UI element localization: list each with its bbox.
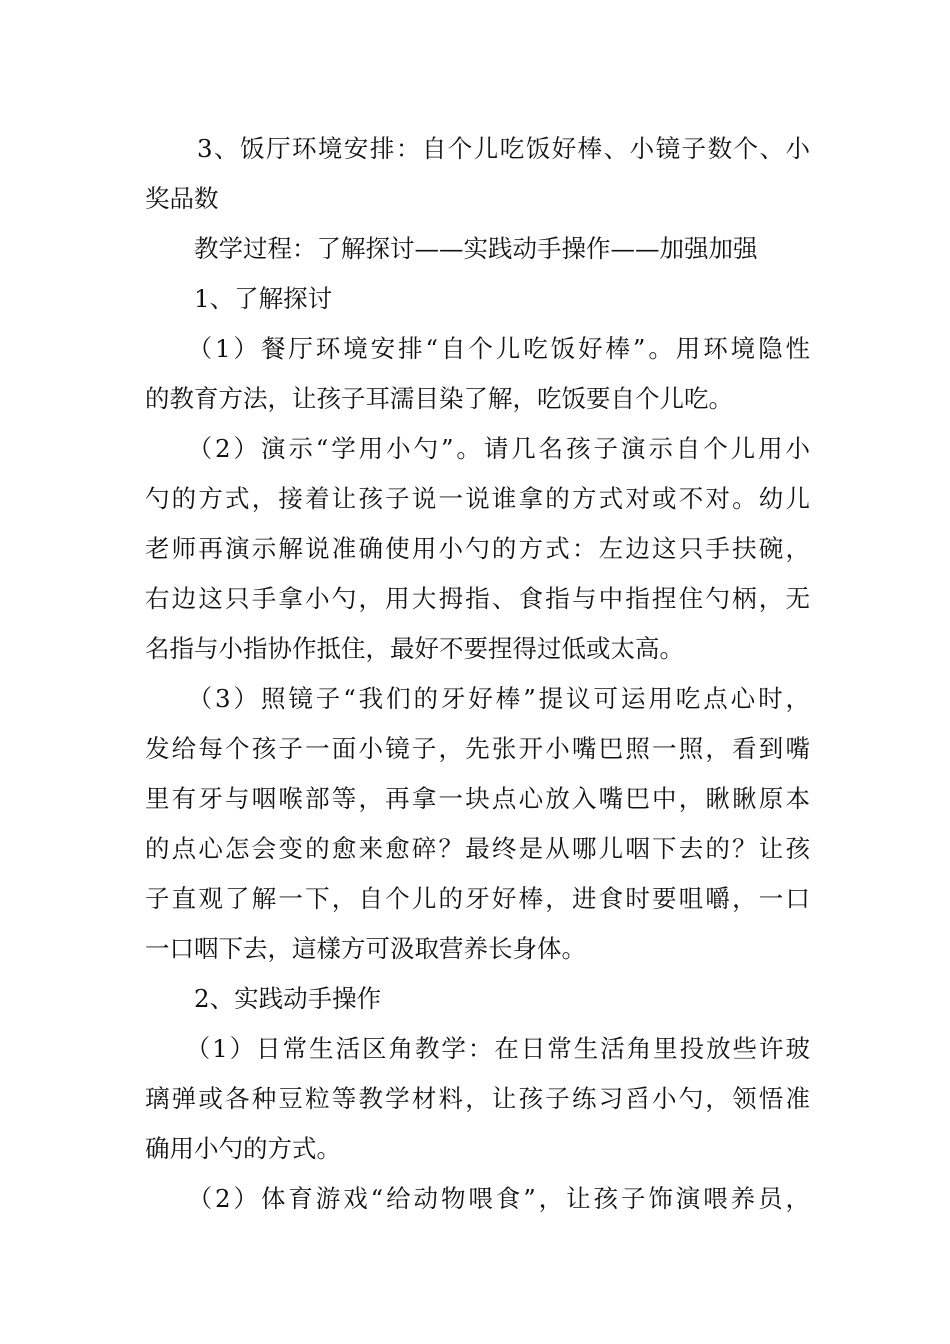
paragraph-line: 的教育方法，让孩子耳濡目染了解，吃饭要自个儿吃。 (145, 384, 733, 413)
paragraph-line: 老师再演示解说准确使用小勺的方式：左边这只手扶碗， (145, 534, 810, 563)
paragraph-line: （2）演示“学用小勺”。请几名孩子演示自个儿用小 (145, 434, 810, 463)
paragraph-line: 1、了解探讨 (145, 284, 333, 313)
paragraph-line: 奖品数 (145, 184, 219, 213)
paragraph-line: 教学过程：了解探讨——实践动手操作——加强加强 (145, 234, 758, 263)
paragraph-line: （3）照镜子“我们的牙好棒”提议可运用吃点心时， (145, 684, 810, 713)
paragraph-line: 璃弹或各种豆粒等教学材料，让孩子练习舀小勺，领悟准 (145, 1084, 810, 1113)
paragraph-line: 确用小勺的方式。 (145, 1134, 341, 1163)
paragraph-line: 2、实践动手操作 (145, 984, 382, 1013)
paragraph-line: 发给每个孩子一面小镜子，先张开小嘴巴照一照，看到嘴 (145, 734, 810, 763)
paragraph-line: 的点心怎会变的愈来愈碎？最终是从哪儿咽下去的？让孩 (145, 834, 810, 863)
paragraph-line: 子直观了解一下，自个儿的牙好棒，进食时要咀嚼，一口 (145, 884, 810, 913)
paragraph-line: （2）体育游戏“给动物喂食”，让孩子饰演喂养员， (145, 1184, 810, 1213)
paragraph-line: 名指与小指协作抵住，最好不要捏得过低或太高。 (145, 634, 684, 663)
paragraph-line: （1）日常生活区角教学：在日常生活角里投放些许玻 (145, 1034, 810, 1063)
paragraph-line: 勺的方式，接着让孩子说一说谁拿的方式对或不对。幼儿 (145, 484, 810, 513)
paragraph-line: （1）餐厅环境安排“自个儿吃饭好棒”。用环境隐性 (145, 334, 810, 363)
paragraph-line: 右边这只手拿小勺，用大拇指、食指与中指捏住勺柄，无 (145, 584, 810, 613)
paragraph-line: 一口咽下去，這樣方可汲取营养长身体。 (145, 934, 586, 963)
paragraph-line: 里有牙与咽喉部等，再拿一块点心放入嘴巴中，瞅瞅原本 (145, 784, 810, 813)
paragraph-line: 3、饭厅环境安排：自个儿吃饭好棒、小镜子数个、小 (145, 134, 810, 163)
